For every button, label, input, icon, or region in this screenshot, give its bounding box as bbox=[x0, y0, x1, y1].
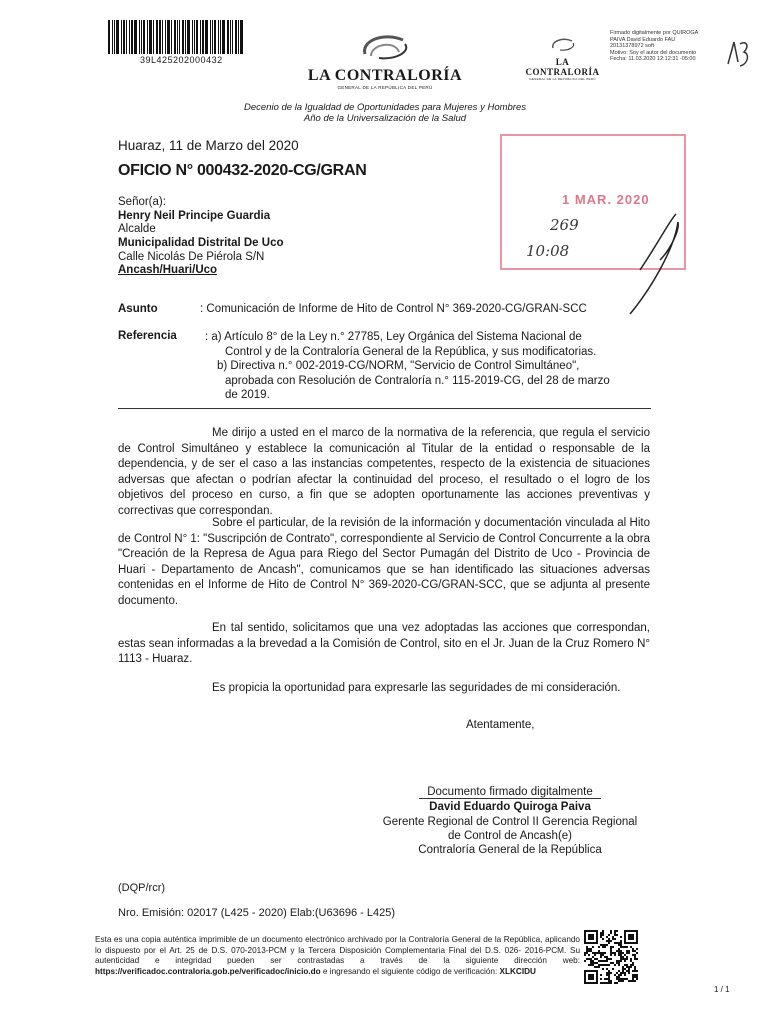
barcode-bar bbox=[121, 20, 122, 54]
handwritten-mark-icon bbox=[724, 36, 754, 70]
barcode-bar bbox=[194, 20, 195, 54]
decenio-heading bbox=[150, 102, 620, 124]
oficio-number: OFICIO N° 000432-2020-CG/GRAN bbox=[118, 162, 367, 179]
barcode-bar bbox=[210, 20, 211, 54]
recipient-street: Calle Nicolás De Piérola S/N bbox=[118, 251, 265, 263]
stamp-date: 1 MAR. 2020 bbox=[562, 192, 650, 207]
barcode-bar bbox=[159, 20, 161, 54]
barcode-bar bbox=[202, 20, 204, 54]
referencia-a-line-1: : a) Artículo 8° de la Ley n.° 27785, Ley Orgánica del Sistema Nacional de bbox=[205, 331, 582, 343]
logo-subtitle: GENERAL DE LA REPÚBLICA DEL PERÚ bbox=[337, 85, 433, 90]
logo-name: LA CONTRALORÍA bbox=[307, 67, 463, 84]
contraloria-logo-small bbox=[520, 36, 605, 81]
barcode-bar bbox=[129, 20, 130, 54]
barcode-bar bbox=[153, 20, 154, 54]
stamp-handwriting-number: 269 bbox=[550, 216, 579, 234]
salutation: Señor(a): bbox=[118, 196, 166, 208]
verification-footer bbox=[95, 935, 580, 977]
barcode-bar bbox=[134, 20, 137, 54]
barcode-bar bbox=[114, 20, 115, 54]
qr-code-icon bbox=[584, 930, 638, 984]
signature-line: Fecha: 11.03.2020 12:12:31 -05:00 bbox=[610, 56, 696, 62]
body-paragraph-3: En tal sentido, solicitamos que una vez adoptadas las acciones que correspondan, estas sean informadas a la brevedad a la Comisión de Control, sito en el Jr. Juan de la Cruz Romero N° 1113 - Huaraz. bbox=[118, 622, 650, 665]
barcode-bar bbox=[123, 20, 125, 54]
referencia-a-line-2: Control y de la Contraloría General de la República, y sus modificatorias. bbox=[225, 345, 597, 358]
barcode-bar bbox=[149, 20, 152, 54]
signer-org: Contraloría General de la República bbox=[418, 844, 602, 856]
referencia-b-line-1: b) Directiva n.° 002-2019-CG/NORM, "Servicio de Control Simultáneo", bbox=[217, 360, 580, 372]
barcode-bar bbox=[141, 20, 142, 54]
verification-url[interactable]: https://verificadoc.contraloria.gob.pe/verificadoc/inicio.do bbox=[95, 966, 321, 976]
barcode-bar bbox=[131, 20, 133, 54]
decenio-line-1: Decenio de la Igualdad de Oportunidades para Mujeres y Hombres bbox=[244, 102, 526, 113]
barcode-bar bbox=[139, 20, 140, 54]
barcode-bar bbox=[165, 20, 166, 54]
barcode-bar bbox=[156, 20, 158, 54]
barcode-bar bbox=[212, 20, 213, 54]
footer-text-1: Esta es una copia auténtica imprimible de un documento electrónico archivado por la Contraloría General de la República, aplicando lo dispuesto por el Art. 25 de D.S. 070-2013-PCM y la Tercera Disposición Complementaria Final del D.S. 026- 2016-PCM. Su autenticidad e integridad pueden ser contrastadas a través de la siguiente dirección web: bbox=[95, 935, 580, 965]
signature-line: Motivo: Soy el autor del documento bbox=[610, 49, 697, 56]
barcode-bar bbox=[200, 20, 201, 54]
barcode-bar bbox=[230, 20, 231, 54]
signed-note-text: Documento firmado digitalmente bbox=[419, 786, 601, 799]
signer-name: David Eduardo Quiroga Paiva bbox=[429, 801, 591, 813]
referencia-label: Referencia bbox=[118, 330, 177, 342]
barcode-bar bbox=[232, 20, 233, 54]
signed-digitally-note bbox=[350, 785, 670, 800]
barcode-bar bbox=[179, 20, 180, 54]
footer-text-2: e ingresando el siguiente código de verificación: bbox=[320, 966, 500, 976]
barcode-bar bbox=[162, 20, 163, 54]
digital-signature-box bbox=[610, 30, 720, 63]
verification-code: XLKCIDU bbox=[499, 966, 536, 976]
barcode-bar bbox=[192, 20, 193, 54]
asunto-text: : Comunicación de Informe de Hito de Control N° 369-2020-CG/GRAN-SCC bbox=[200, 303, 587, 315]
body-paragraph-2: Sobre el particular, de la revisión de la información y documentación vinculada al Hito de Control N° 1: "Suscripción de Contrato", correspondiente al Servicio de Control Concurrente a la obra "Creación de la Represa de Agua para Riego del Sector Pumagán del Distrito de Uco - Provincia de Huari - Departamento de Ancash", comunicamos que se han identificado las situaciones adversas contenidas en el Informe de Hito de Control N° 369-2020-CG/GRAN-SCC, que se adjunta al presente documento. bbox=[118, 517, 650, 607]
signer-title-2: de Control de Ancash(e) bbox=[447, 830, 573, 842]
barcode-bar bbox=[220, 20, 221, 54]
letter-date: Huaraz, 11 de Marzo del 2020 bbox=[118, 138, 299, 153]
barcode-bar bbox=[174, 20, 176, 54]
barcode-bar bbox=[222, 20, 225, 54]
barcode-bar bbox=[214, 20, 216, 54]
emision-number: Nro. Emisión: 02017 (L425 - 2020) Elab:(U63696 - L425) bbox=[118, 907, 395, 919]
barcode-bar bbox=[205, 20, 208, 54]
barcode-bar bbox=[218, 20, 219, 54]
barcode-bar bbox=[182, 20, 184, 54]
barcode-bar bbox=[187, 20, 190, 54]
logo-swirl-icon bbox=[355, 30, 415, 62]
barcode-bar bbox=[196, 20, 198, 54]
body-paragraph-1: Me dirijo a usted en el marco de la normativa de la referencia, que regula el servicio de Control Simultáneo y establece la comunicación al Titular de la entidad o responsable de la dependencia, y de ser el caso a las instancias competentes, respecto de la existencia de situaciones adversas que afectan o podrían afectar la continuidad del proceso, el resultado o el logro de los objetivos del proceso en curso, a fin que se adopten oportunamente las acciones preventivas y correctivas que correspondan. bbox=[118, 427, 650, 517]
barcode-bar bbox=[240, 20, 243, 54]
barcode-bar bbox=[112, 20, 113, 54]
barcode-bar bbox=[227, 20, 229, 54]
barcode-bar bbox=[147, 20, 148, 54]
closing: Atentamente, bbox=[466, 719, 535, 731]
referencia-text bbox=[205, 330, 645, 403]
referencia-b-line-2: aprobada con Resolución de Contraloría n.° 115-2019-CG, del 28 de marzo bbox=[225, 374, 610, 387]
logo-small-name: LA CONTRALORÍA bbox=[525, 57, 600, 77]
handwritten-signature-icon bbox=[620, 210, 690, 320]
decenio-line-2: Año de la Universalización de la Salud bbox=[303, 113, 467, 124]
barcode-bar bbox=[116, 20, 119, 54]
logo-small-subtitle: GENERAL DE LA REPÚBLICA DEL PERÚ bbox=[529, 77, 596, 81]
recipient-title: Alcalde bbox=[118, 223, 156, 235]
asunto-label: Asunto bbox=[118, 303, 158, 315]
barcode-number: 39L425202000432 bbox=[140, 55, 223, 65]
signature-line: Firmado digitalmente por QUIROGA bbox=[610, 30, 699, 36]
barcode-bar bbox=[185, 20, 186, 54]
signer-title-1: Gerente Regional de Control II Gerencia Regional bbox=[382, 816, 638, 828]
contraloria-logo bbox=[305, 30, 465, 90]
initials: (DQP/rcr) bbox=[118, 882, 166, 894]
recipient-name: Henry Neil Principe Guardia bbox=[118, 210, 271, 222]
signature-line: 20131378972 soft bbox=[610, 43, 655, 49]
recipient-location: Ancash/Huari/Uco bbox=[118, 264, 218, 276]
signature-line: PAIVA David Eduardo FAU bbox=[610, 36, 676, 43]
recipient-entity: Municipalidad Distrital De Uco bbox=[118, 237, 284, 249]
referencia-b-line-3: de 2019. bbox=[225, 389, 270, 401]
barcode-bar bbox=[177, 20, 178, 54]
divider bbox=[118, 408, 651, 409]
stamp-handwriting-time: 10:08 bbox=[526, 242, 570, 260]
barcode-bar bbox=[171, 20, 172, 54]
barcode-bar bbox=[143, 20, 145, 54]
barcode-bar bbox=[235, 20, 237, 54]
barcode-bar bbox=[126, 20, 127, 54]
page-number: 1 / 1 bbox=[714, 985, 730, 994]
body-paragraph-4: Es propicia la oportunidad para expresarle las seguridades de mi consideración. bbox=[212, 682, 621, 694]
logo-swirl-small-icon bbox=[546, 36, 580, 52]
barcode-bar bbox=[238, 20, 239, 54]
barcode-bar bbox=[167, 20, 170, 54]
barcode bbox=[108, 20, 260, 54]
barcode-bar bbox=[108, 20, 110, 54]
